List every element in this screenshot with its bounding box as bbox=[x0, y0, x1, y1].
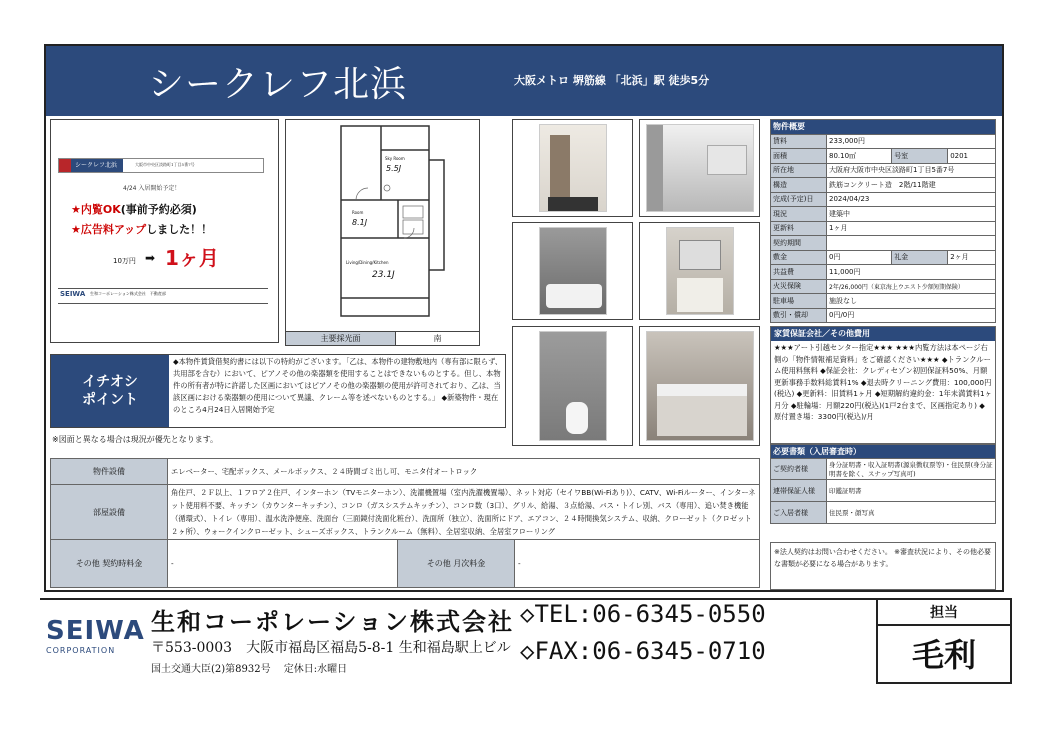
floor-plan-drawing bbox=[286, 120, 479, 330]
promo-line-viewing: ★内覧OK(事前予約必須) bbox=[71, 203, 197, 216]
deposit-value: 0円 bbox=[827, 250, 892, 265]
building-facilities-key: 物件設備 bbox=[51, 459, 168, 485]
contractor-key: ご契約者様 bbox=[771, 459, 827, 480]
banner-red-block bbox=[59, 159, 71, 172]
badge-line2: ポイント bbox=[82, 392, 138, 408]
room-facilities-key: 部屋設備 bbox=[51, 485, 168, 540]
property-table bbox=[770, 119, 996, 323]
common-fee-value: 11,000円 bbox=[827, 265, 996, 280]
area-key: 面積 bbox=[771, 149, 827, 164]
fax-number: ◇FAX:06-6345-0710 bbox=[520, 637, 766, 665]
completion-value: 2024/04/23 bbox=[827, 192, 996, 207]
new-fee: 1ヶ月 bbox=[165, 246, 219, 270]
building-facilities-value: エレベーター、宅配ボックス、メールボックス、２４時間ゴミ出し可、モニタ付オートロック bbox=[168, 459, 760, 485]
guarantor-key: 連帯保証人様 bbox=[771, 480, 827, 502]
lighting-key: 主要採光面 bbox=[286, 332, 396, 345]
occupant-value: 住民票・顔写真 bbox=[827, 502, 996, 524]
lighting-caption bbox=[286, 331, 479, 345]
promo-line-ad-fee: ★広告料アップしました！！ bbox=[71, 223, 213, 236]
company-logo-sub: CORPORATION bbox=[46, 646, 116, 655]
contract-fee-value: - bbox=[168, 540, 398, 588]
arrow-right-icon: ➡ bbox=[145, 251, 156, 265]
company-address: 〒553-0003 大阪市福島区福島5-8-1 生和福島駅上ビル bbox=[151, 640, 511, 656]
license-info: 国土交通大臣(2)第8932号 定休日:水曜日 bbox=[151, 664, 348, 675]
deduction-value: 0円/0円 bbox=[827, 308, 996, 323]
insurance-value: 2年/26,000円（東京海上ウエスト少額短期保険） bbox=[827, 279, 996, 294]
photo-bath bbox=[512, 222, 633, 320]
occupant-key: ご入居者様 bbox=[771, 502, 827, 524]
documents-table bbox=[770, 444, 996, 524]
photo-entrance bbox=[512, 119, 633, 217]
key-money-value: 2ヶ月 bbox=[948, 250, 996, 265]
property-table-title: 物件概要 bbox=[771, 120, 996, 135]
common-fee-key: 共益費 bbox=[771, 265, 827, 280]
badge-line1: イチオシ bbox=[82, 374, 138, 390]
company-logo: SEIWA bbox=[46, 616, 145, 646]
guarantee-title: 家賃保証会社／その他費用 bbox=[771, 327, 995, 341]
mini-logo: SEIWA bbox=[60, 290, 86, 298]
documents-title: 必要書類（入居審査時） bbox=[771, 445, 996, 459]
photo-kitchen bbox=[639, 326, 760, 446]
deposit-key: 敷金 bbox=[771, 250, 827, 265]
room1-label: Room bbox=[352, 210, 364, 215]
contract-period-key: 契約期間 bbox=[771, 236, 827, 251]
status-value: 建築中 bbox=[827, 207, 996, 222]
contract-fee-key: その他 契約時料金 bbox=[51, 540, 168, 588]
insurance-key: 火災保険 bbox=[771, 279, 827, 294]
room1-size: 8.1J bbox=[352, 218, 368, 227]
phone-number[interactable]: ◇TEL:06-6345-0550 bbox=[520, 600, 766, 628]
room-no-value: 0201 bbox=[948, 149, 996, 164]
deduction-key: 敷引・償却 bbox=[771, 308, 827, 323]
room-no-key: 号室 bbox=[892, 149, 948, 164]
staff-name: 毛利 bbox=[911, 636, 976, 674]
rent-key: 賃料 bbox=[771, 134, 827, 149]
room2-size: 5.5J bbox=[386, 164, 402, 173]
documents-notes: ※法人契約はお問い合わせください。 ※審査状況により、その他必要な書類が必要になる場合があります。 bbox=[770, 542, 996, 590]
floor-plan bbox=[285, 119, 480, 346]
guarantee-panel bbox=[770, 326, 996, 444]
key-money-key: 礼金 bbox=[892, 250, 948, 265]
banner-name: シークレフ北浜 bbox=[71, 159, 123, 172]
renewal-value: 1ヶ月 bbox=[827, 221, 996, 236]
address-value: 大阪府大阪市中央区淡路町1丁目5番7号 bbox=[827, 163, 996, 178]
parking-value: 施設なし bbox=[827, 294, 996, 309]
photo-washroom bbox=[639, 222, 760, 320]
company-name: 生和コーポレーション株式会社 bbox=[151, 608, 515, 636]
address-key: 所在地 bbox=[771, 163, 827, 178]
highlight-text: ◆本物件賃貸借契約書には以下の特約がございます。「乙は、本物件の建物敷地内（専有部に限らず、共用部を含む）において、ピアノその他の楽器類を使用することはできないものとする。但し、本物件の所有者が特に許諾した区画においてはピアノその他の楽器類の使用が許可されており、乙は、当該区画における楽器類の使用について異議、クレーム等を述べないものとする。」 ◆新築物件・現在のところ4月24日入居開始予定 bbox=[173, 357, 503, 414]
renewal-key: 更新料 bbox=[771, 221, 827, 236]
area-value: 80.10㎡ bbox=[827, 149, 892, 164]
room-facilities-value: 角住戸、２Ｆ以上、１フロア２住戸、インターホン（TVモニターホン）、洗濯機置場（室内洗濯機置場）、ネット対応（セイワBB(Wi-Fiあり)）、CATV、Wi-Fiルーター、インターネット使用料不要、キッチン（カウンターキッチン）、コンロ（ガスシステムキッチン）、コンロ数（3口）、グリル、給湯、３点給湯、バス・トイレ別、バス（専用）、追い焚き機能（循環式）、トイレ（専用）、温水洗浄便座、洗面台（三面鏡付洗面化粧台）、洗面所（独立）、洗面所にドア、エアコン、２４時間換気システム、収納、クローゼット（クロゼット２ヶ所）、ウォークインクローゼット、シューズボックス、トランクルーム（無料）、全居室収納、全居室フローリング bbox=[171, 488, 756, 536]
photo-toilet bbox=[512, 326, 633, 446]
highlight-panel bbox=[50, 354, 506, 428]
facilities-table bbox=[50, 458, 760, 588]
promo-panel bbox=[50, 119, 279, 343]
header-bar bbox=[46, 46, 1002, 116]
ldk-label: Living/Dining/Kitchen bbox=[346, 260, 389, 265]
lighting-value: 南 bbox=[433, 334, 442, 343]
plan-note: ※図面と異なる場合は現況が優先となります。 bbox=[52, 435, 219, 444]
room2-label: Sky Room bbox=[385, 156, 405, 161]
monthly-fee-key: その他 月次料金 bbox=[398, 540, 515, 588]
guarantor-value: 印鑑証明書 bbox=[827, 480, 996, 502]
ldk-size: 23.1J bbox=[372, 270, 395, 280]
completion-key: 完成(予定)日 bbox=[771, 192, 827, 207]
promo-banner bbox=[58, 158, 264, 173]
structure-value: 鉄筋コンクリート造 2階/11階建 bbox=[827, 178, 996, 193]
mini-company: 生和コーポレーション株式会社 不動産部 bbox=[90, 291, 166, 296]
property-title: シークレフ北浜 bbox=[148, 64, 408, 105]
photo-living bbox=[639, 119, 760, 217]
banner-address: 大阪市中央区淡路町1丁目5番7号 bbox=[135, 162, 195, 167]
highlight-badge bbox=[51, 355, 169, 427]
parking-key: 駐車場 bbox=[771, 294, 827, 309]
mini-company-bar bbox=[58, 288, 268, 304]
move-in-start: 4/24 入居開始予定！ bbox=[123, 185, 181, 192]
contractor-value: 身分証明書・収入証明書(源泉徴収票等)・住民票(身分証明書を除く、スナップ写真可) bbox=[827, 459, 996, 480]
status-key: 現況 bbox=[771, 207, 827, 222]
station-info: 大阪メトロ 堺筋線 「北浜」駅 徒歩5分 bbox=[514, 74, 710, 87]
monthly-fee-value: - bbox=[515, 540, 760, 588]
guarantee-text: ★★★アート引越センター指定★★★ ★★★内覧方法は本ページ右側の「物件情報補足資料」をご確認ください★★★ ◆トランクルーム使用料無料 ◆保証会社：クレディセゾン初回保証料50%、月額更新事務手数料総賃料1% ◆退去時クリーニング費用：100,000円(税込) ◆更新料：旧賃料1ヶ月 ◆短期解約違約金：1年未満賃料1ヶ月分 ◆駐輪場：月額220円(税込)(1戸2台まで、区画指定あり) ◆原付置き場：3300円(税込)/月 bbox=[774, 343, 992, 421]
structure-key: 構造 bbox=[771, 178, 827, 193]
contract-period-value bbox=[827, 236, 996, 251]
rent-value: 233,000円 bbox=[827, 134, 996, 149]
old-fee: 10万円 bbox=[113, 257, 136, 265]
staff-label: 担当 bbox=[878, 600, 1010, 626]
